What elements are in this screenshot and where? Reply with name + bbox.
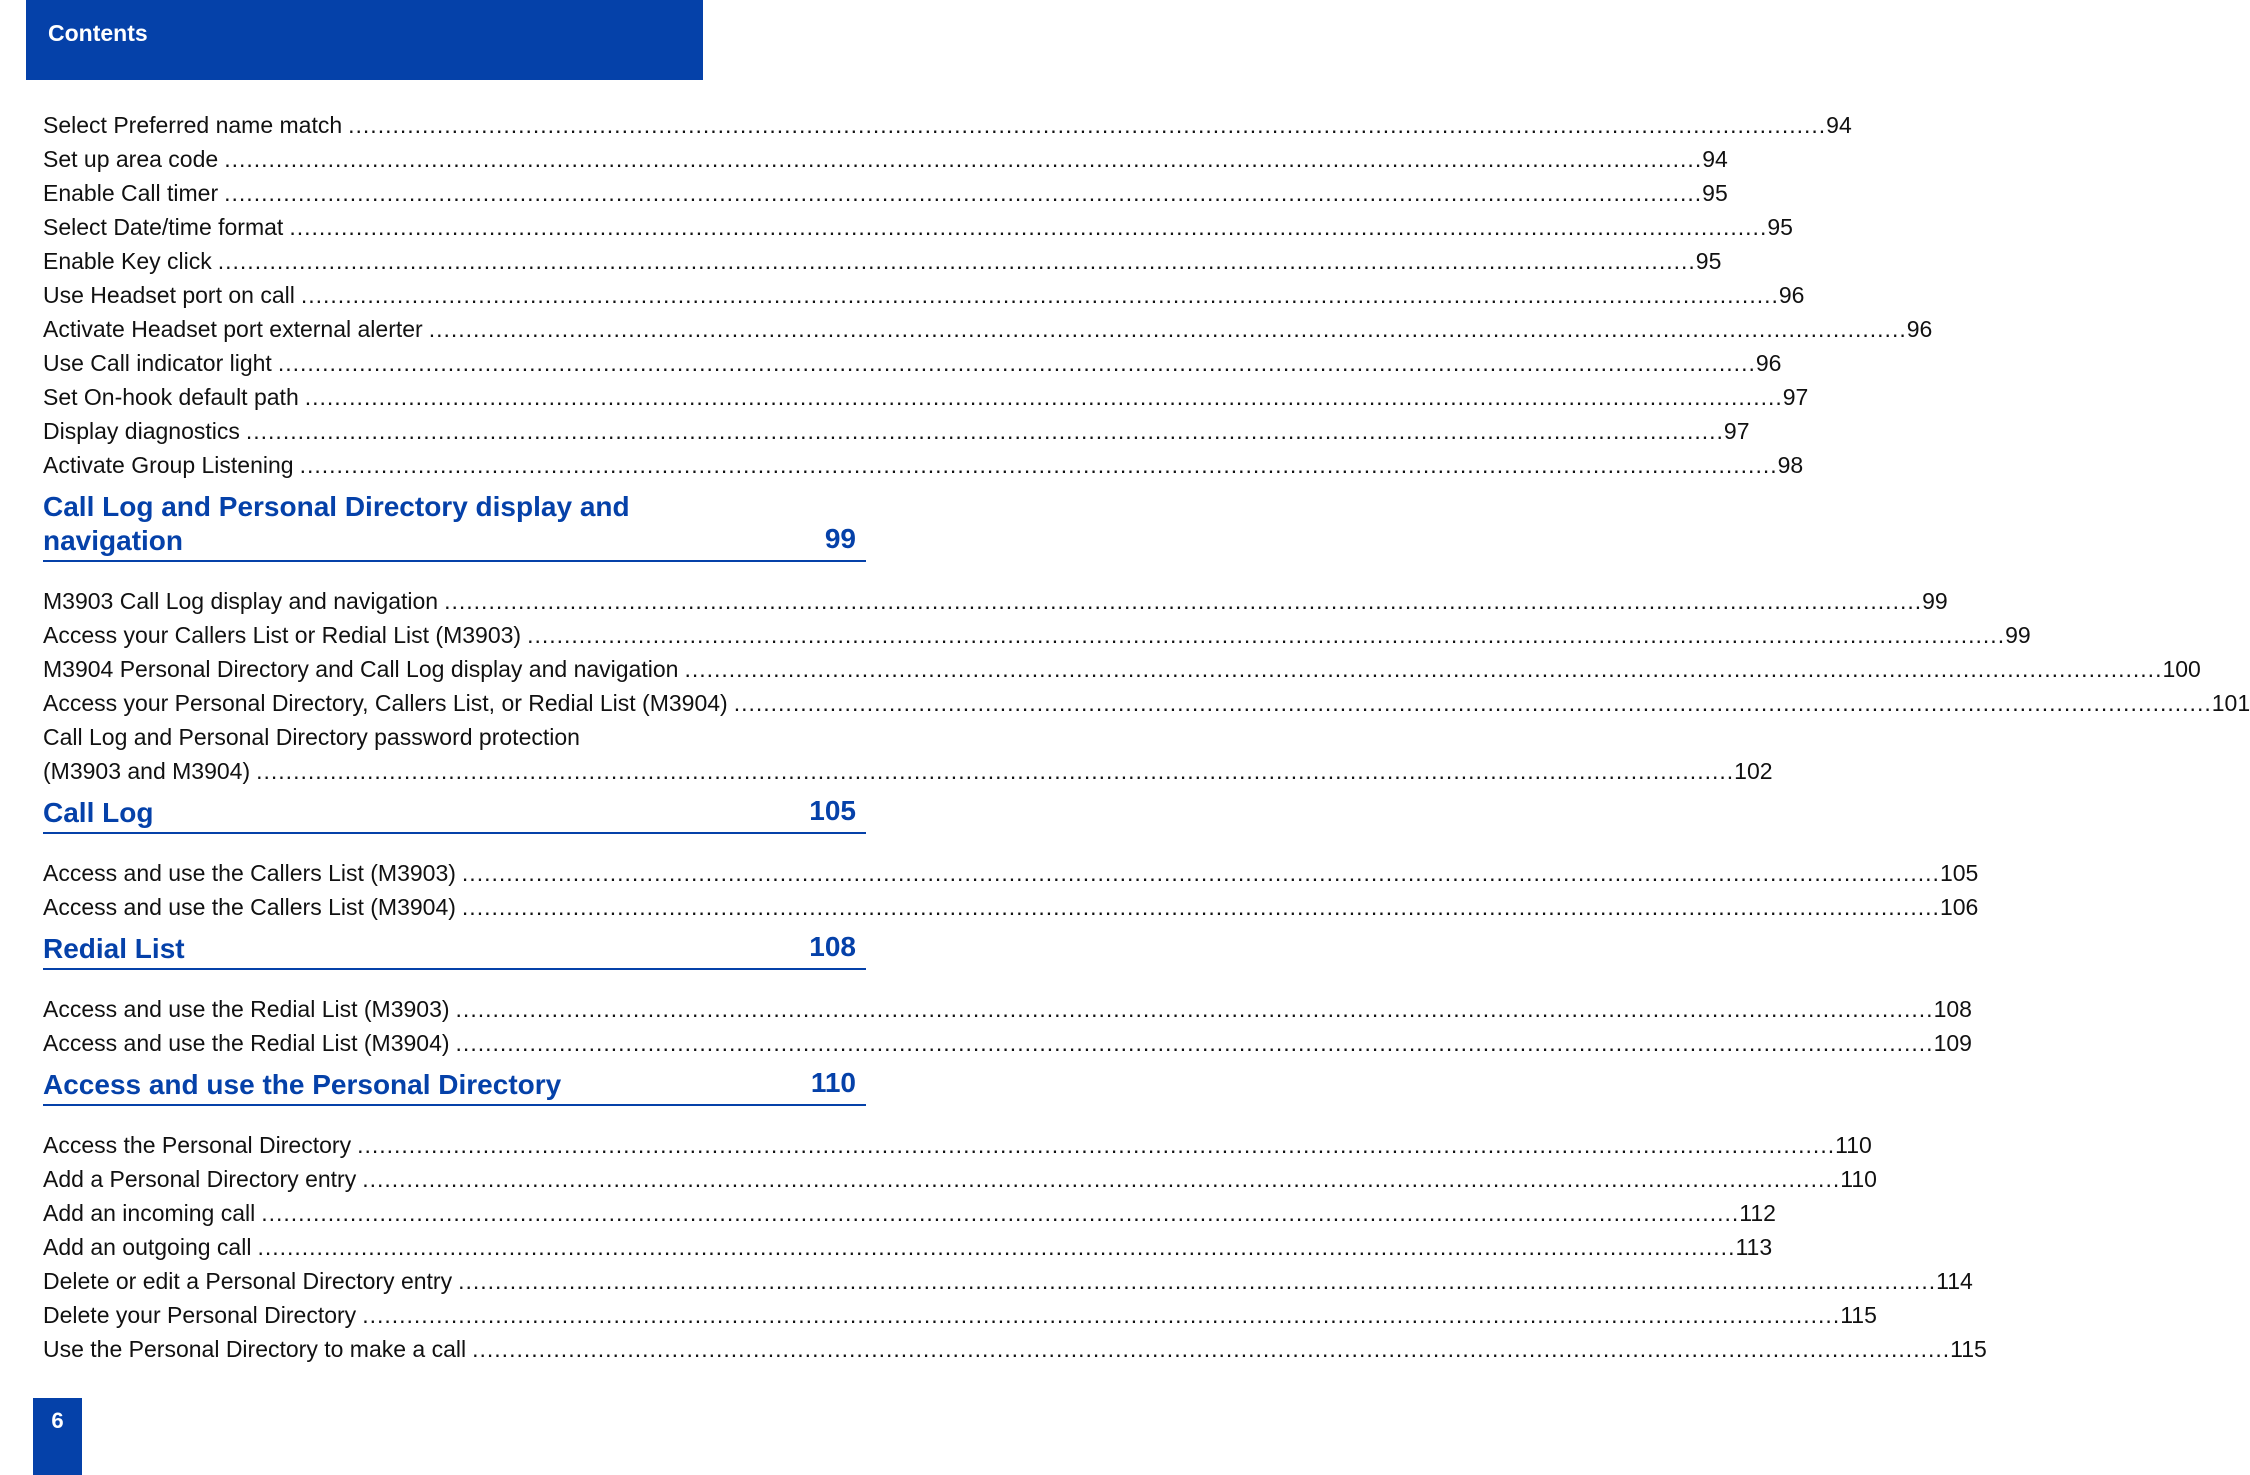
toc-entry-page: 94 (1702, 146, 1728, 172)
toc-entry-title: Set up area code (43, 146, 219, 172)
toc-entry-page: 100 (2162, 656, 2201, 682)
toc-entry-title: Access and use the Redial List (M3904) (43, 1030, 450, 1056)
leader-dots: ........................................................................................................................................................................................................ (224, 146, 1703, 172)
toc-entry[interactable] (43, 686, 2250, 720)
toc-entry-title-continued: (M3903 and M3904) (43, 758, 251, 784)
toc-entry-page: 96 (1755, 350, 1782, 376)
leader-dots: ........................................................................................................................................................................................................ (277, 350, 1756, 376)
section-page: 99 (824, 523, 856, 554)
leader-dots: ........................................................................................................................................................................................................ (261, 1200, 1740, 1226)
toc-entry-title: Add an incoming call (43, 1200, 256, 1226)
leader-dots: ........................................................................................................................................................................................................ (217, 248, 1696, 274)
toc-entry-title: Enable Key click (43, 248, 212, 274)
leader-dots: ........................................................................................................................................................................................................ (455, 1030, 1934, 1056)
toc-entry[interactable] (43, 1298, 1877, 1332)
toc-entry-title: Access your Callers List or Redial List (M3903) (43, 622, 522, 648)
section-title: Call Log (43, 797, 154, 828)
toc-entry-page: 112 (1739, 1200, 1776, 1226)
leader-dots: ........................................................................................................................................................................................................ (256, 758, 1735, 784)
toc-entry-page: 101 (2211, 690, 2250, 716)
toc-entry-title: Delete your Personal Directory (43, 1302, 357, 1328)
toc-entry-page: 96 (1906, 316, 1933, 342)
toc-entry-title: M3903 Call Log display and navigation (43, 588, 439, 614)
toc-entry-title: Access and use the Callers List (M3903) (43, 860, 456, 886)
page-number-box (33, 1398, 82, 1475)
toc-entry-title: Access and use the Redial List (M3903) (43, 996, 450, 1022)
toc-entry[interactable] (43, 312, 1933, 346)
toc-entry-page: 115 (1840, 1302, 1877, 1328)
leader-dots: ........................................................................................................................................................................................................ (455, 996, 1934, 1022)
section-page: 110 (810, 1067, 856, 1098)
leader-dots: ........................................................................................................................................................................................................ (348, 112, 1827, 138)
header-bar (26, 0, 703, 80)
leader-dots: ........................................................................................................................................................................................................ (289, 214, 1768, 240)
toc-entry-page: 96 (1778, 282, 1805, 308)
toc-entry-title: Use Headset port on call (43, 282, 295, 308)
leader-dots: ........................................................................................................................................................................................................ (458, 1268, 1937, 1294)
toc-entry[interactable] (43, 142, 1728, 176)
toc-entry-title: Call Log and Personal Directory password protection (43, 724, 580, 750)
section-heading-redial-list[interactable] (43, 932, 866, 970)
toc-entry[interactable] (43, 1128, 1872, 1162)
leader-dots: ........................................................................................................................................................................................................ (224, 180, 1703, 206)
toc-entry-page: 95 (1767, 214, 1793, 240)
leader-dots: ........................................................................................................................................................................................................ (461, 894, 1940, 920)
toc-entry-page: 99 (2005, 622, 2031, 648)
toc-entry-page: 113 (1735, 1234, 1773, 1260)
toc-entry[interactable] (43, 1162, 1877, 1196)
toc-entry-title: Access your Personal Directory, Callers List, or Redial List (M3904) (43, 690, 728, 716)
toc-entry-title: Use Call indicator light (43, 350, 272, 376)
header-title: Contents (48, 20, 148, 46)
section-heading-personal-directory[interactable] (43, 1068, 866, 1106)
leader-dots: ........................................................................................................................................................................................................ (362, 1166, 1841, 1192)
toc-entry-page: 106 (1939, 894, 1979, 920)
toc-entry-page: 98 (1777, 452, 1804, 478)
section-heading-call-log-personal-directory[interactable] (43, 490, 866, 562)
section-title: Access and use the Personal Directory (43, 1069, 562, 1100)
toc-entry-page: 97 (1782, 384, 1809, 410)
toc-entry-title: Select Preferred name match (43, 112, 343, 138)
toc-entry-title: Access the Personal Directory (43, 1132, 352, 1158)
leader-dots: ........................................................................................................................................................................................................ (527, 622, 2006, 648)
toc-entry-title: Access and use the Callers List (M3904) (43, 894, 456, 920)
toc-entry-title: Use the Personal Directory to make a call (43, 1336, 467, 1362)
toc-entry-page: 95 (1695, 248, 1722, 274)
leader-dots: ........................................................................................................................................................................................................ (299, 452, 1778, 478)
toc-entry[interactable] (43, 278, 1805, 312)
toc-entry-page: 95 (1702, 180, 1728, 206)
toc-entry-title: Add an outgoing call (43, 1234, 252, 1260)
toc-entry-page: 108 (1933, 996, 1972, 1022)
leader-dots: ........................................................................................................................................................................................................ (684, 656, 2163, 682)
leader-dots: ........................................................................................................................................................................................................ (300, 282, 1779, 308)
leader-dots: ........................................................................................................................................................................................................ (357, 1132, 1836, 1158)
toc-entry-page: 110 (1835, 1132, 1872, 1158)
section-title: Call Log and Personal Directory display and navigation (43, 491, 630, 556)
toc-entry[interactable] (43, 1026, 1972, 1060)
toc-entry-title: M3904 Personal Directory and Call Log display and navigation (43, 656, 679, 682)
toc-entry[interactable] (43, 244, 1722, 278)
toc-entry[interactable] (43, 448, 1804, 482)
toc-entry-page: 102 (1734, 758, 1773, 784)
toc-entry-title: Enable Call timer (43, 180, 219, 206)
toc-entry[interactable] (43, 856, 1979, 890)
toc-entry[interactable] (43, 584, 1948, 618)
section-page: 108 (809, 931, 856, 962)
toc-entry[interactable] (43, 890, 1979, 924)
toc-entry[interactable] (43, 652, 2201, 686)
leader-dots: ........................................................................................................................................................................................................ (444, 588, 1923, 614)
toc-entry-title: Activate Headset port external alerter (43, 316, 423, 342)
toc-entry-title: Delete or edit a Personal Directory entry (43, 1268, 453, 1294)
toc-entry[interactable] (43, 346, 1782, 380)
leader-dots: ........................................................................................................................................................................................................ (304, 384, 1783, 410)
leader-dots: ........................................................................................................................................................................................................ (362, 1302, 1841, 1328)
toc-entry[interactable] (43, 1230, 1773, 1264)
leader-dots: ........................................................................................................................................................................................................ (733, 690, 2212, 716)
toc-entry[interactable] (43, 108, 1852, 142)
toc-entry-page: 115 (1950, 1336, 1987, 1362)
toc-entry-page: 110 (1840, 1166, 1877, 1192)
toc-entry[interactable] (43, 414, 1750, 448)
toc-entry-page: 105 (1939, 860, 1979, 886)
toc-entry-page: 99 (1922, 588, 1948, 614)
toc-entry-title: Activate Group Listening (43, 452, 294, 478)
toc-entry[interactable] (43, 210, 1793, 244)
page-number: 6 (51, 1408, 64, 1433)
toc-entry-page: 94 (1826, 112, 1852, 138)
section-heading-call-log[interactable] (43, 796, 866, 834)
toc-entry-page: 97 (1723, 418, 1750, 444)
toc-entry-page: 109 (1933, 1030, 1972, 1056)
toc-entry[interactable] (43, 1332, 1987, 1366)
toc-entry[interactable] (43, 380, 1809, 414)
toc-entry[interactable] (43, 176, 1728, 210)
toc-entry[interactable] (43, 618, 2031, 652)
section-title: Redial List (43, 933, 185, 964)
toc-entry[interactable] (43, 1264, 1973, 1298)
toc-entry[interactable] (43, 720, 1773, 788)
section-page: 105 (809, 795, 856, 826)
toc-entry-page: 114 (1936, 1268, 1973, 1294)
leader-dots: ........................................................................................................................................................................................................ (428, 316, 1907, 342)
toc-entry[interactable] (43, 1196, 1776, 1230)
toc-entry-title: Select Date/time format (43, 214, 284, 240)
table-of-contents (43, 108, 2250, 1366)
leader-dots: ........................................................................................................................................................................................................ (472, 1336, 1951, 1362)
leader-dots: ........................................................................................................................................................................................................ (245, 418, 1724, 444)
leader-dots: ........................................................................................................................................................................................................ (257, 1234, 1736, 1260)
toc-entry-title: Set On-hook default path (43, 384, 299, 410)
toc-entry[interactable] (43, 992, 1972, 1026)
leader-dots: ........................................................................................................................................................................................................ (461, 860, 1940, 886)
toc-entry-title: Add a Personal Directory entry (43, 1166, 357, 1192)
toc-entry-title: Display diagnostics (43, 418, 240, 444)
